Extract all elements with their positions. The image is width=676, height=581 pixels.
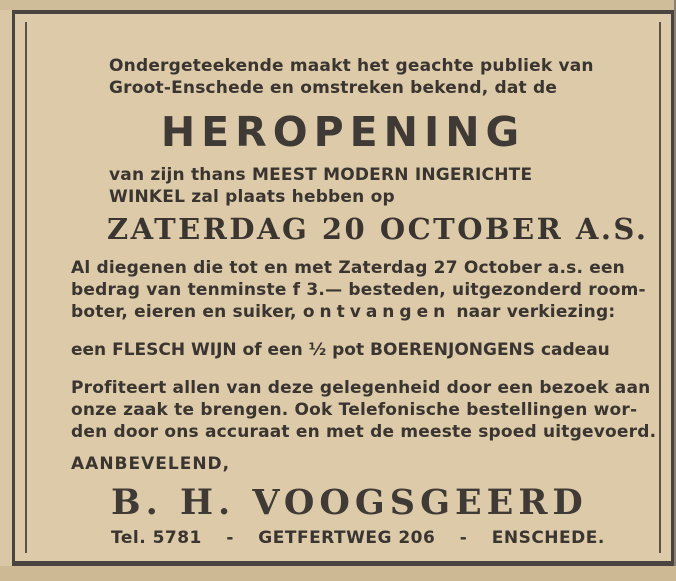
promo-paragraph-line-3: den door ons accuraat en met de meeste spoed uitgevoerd. [71,422,657,442]
offer-paragraph-line-3 [71,302,615,322]
address: GETFERTWEG 206 [258,528,436,548]
store-line-2: WINKEL zal plaats hebben op [109,187,395,207]
offer-paragraph-line-3-start: boter, eieren en suiker, [71,302,297,322]
intro-line-2: Groot-Enschede en omstreken bekend, dat de [109,78,558,98]
signature: B. H. VOOGSGEERD [111,482,588,523]
offer-paragraph-line-2: bedrag van tenminste f 3.— besteden, uitgezonderd room- [71,280,646,300]
promo-paragraph-line-2: onze zaak te brengen. Ook Telefonische bestellingen wor- [71,400,638,420]
separator: - [226,528,234,548]
promo-paragraph-line-1: Profiteert allen van deze gelegenheid door een bezoek aan [71,378,651,398]
separator: - [459,528,468,548]
advertisement-inner-frame [25,22,661,553]
closing: AANBEVELEND, [71,454,231,474]
gift-offer: een FLESCH WIJN of een ½ pot BOERENJONGENS cadeau [71,340,610,360]
contact-line [111,528,605,548]
paper-edge [0,0,676,10]
offer-paragraph-line-1: Al diegenen die tot en met Zaterdag 27 October a.s. een [71,258,625,278]
city: ENSCHEDE. [491,528,605,548]
store-line-1: van zijn thans MEEST MODERN INGERICHTE [109,165,533,185]
intro-line-1: Ondergeteekende maakt het geachte publiek van [109,56,594,76]
offer-paragraph-line-3-spaced: ontvangen [302,302,451,322]
phone-number: Tel. 5781 [111,528,202,548]
advertisement-frame [12,10,674,566]
offer-paragraph-line-3-end: naar verkiezing: [456,302,616,322]
headline: HEROPENING [160,108,526,156]
opening-date: ZATERDAG 20 OCTOBER A.S. [107,212,649,246]
paper-bottom-edge [0,566,676,581]
